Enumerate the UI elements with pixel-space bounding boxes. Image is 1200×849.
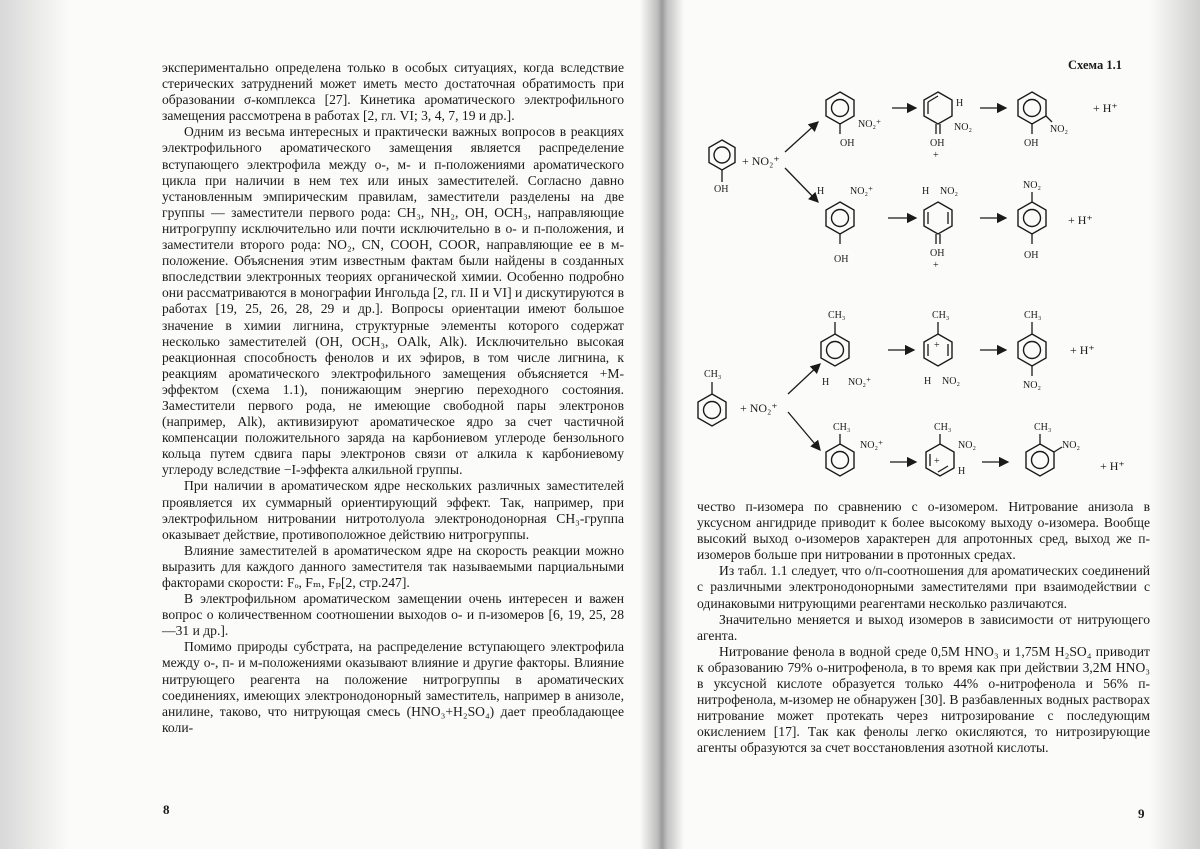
tol-ortho-sigma-ch3-label: CH₃: [934, 422, 952, 433]
tol-ortho-sigma-h-label: H: [958, 466, 966, 477]
left-text-column: [162, 60, 624, 736]
ortho-sigma-plus-label: +: [933, 150, 939, 161]
book-gutter: [640, 0, 684, 849]
tol-para-sigma-h-label: H: [924, 376, 932, 387]
phenol-ortho-pi-complex: [826, 92, 881, 149]
para-h-plus-label: + H⁺: [1068, 213, 1093, 227]
tol-ortho-pi-no2-label: NO₂⁺: [860, 440, 884, 451]
tol-ortho-pi-ch3-label: CH₃: [833, 422, 851, 433]
tol-para-product-ch3-label: CH₃: [1024, 310, 1042, 321]
tol-para-sigma-plus-label: +: [934, 340, 940, 351]
toluene-ch3-label: CH₃: [704, 369, 722, 380]
para-pi-h-label: H: [817, 186, 825, 197]
ortho-pi-no2-label: NO₂⁺: [858, 119, 882, 130]
right-paragraph-4: Нитрование фенола в водной среде 0,5M HNO₃ и 1,75M H₂SO₄ приводит к образованию 79% о-нитрофенола, в то время как при действии 3,2M HNO₃ в уксусной кислоте образуется только 44% о-нитрофенола и 56% п-нитрофенола, м-изомер не обнаружен [30]. В разбавленных водных растворах нитрование может протекать через нитрозирование с последующим окислением [17]. Так как фенолы легко окисляются, то нитрозирующие агенты образуются за счет восстановления азотной кислоты.: [697, 643, 1150, 756]
phenol-para-arrow: [785, 168, 818, 202]
right-paragraph-3: Значительно меняется и выход изомеров в зависимости от нитрующего агента.: [697, 611, 1150, 643]
tol-ortho-product-ch3-label: CH₃: [1034, 422, 1052, 433]
left-page-edge-shadow: [0, 0, 70, 849]
ortho-sigma-no2-label: NO₂: [954, 122, 972, 133]
tol-para-pi-ch3-label: CH₃: [828, 310, 846, 321]
tol-para-sigma-no2-label: NO₂: [942, 376, 960, 387]
toluene-para-arrow: [788, 364, 820, 394]
nitration-scheme: [690, 72, 1140, 482]
toluene-ortho-pi-complex: [826, 422, 883, 476]
tol-ortho-product-no2-label: NO₂: [1062, 440, 1080, 451]
right-page-edge-shadow: [1150, 0, 1200, 849]
scheme-title: Схема 1.1: [1068, 58, 1122, 72]
tol-para-sigma-ch3-label: CH₃: [932, 310, 950, 321]
tol-ortho-sigma-no2-label: NO₂: [958, 440, 976, 451]
para-nitrophenol-product: [1018, 180, 1046, 261]
para-sigma-plus-label: +: [933, 260, 939, 271]
tol-para-h-plus-label: + H⁺: [1070, 343, 1095, 357]
phenol-ortho-arrow: [785, 122, 818, 152]
para-product-oh-label: OH: [1024, 250, 1039, 261]
left-paragraph-5: В электрофильном ароматическом замещении очень интересен и важен вопрос о количественном соотношении выходов о- и п-изомеров [6, 19, 25, 28—31 и др.].: [162, 591, 624, 639]
phenol-oh-label: OH: [714, 184, 729, 195]
left-paragraph-3: При наличии в ароматическом ядре нескольких различных заместителей проявляется их суммарный ориентирующий эффект. Так, например, при электрофильном нитровании нитротолуола электронодонорная CH₃-группа оказывает действие, противоположное действию нитрогруппы.: [162, 478, 624, 542]
tol-ortho-h-plus-label: + H⁺: [1100, 459, 1125, 473]
ortho-product-oh-label: OH: [1024, 138, 1039, 149]
toluene-reactant: [698, 369, 726, 426]
toluene-ortho-arrow: [788, 412, 820, 450]
phenol-para-pi-complex: [817, 186, 873, 265]
phenol-reactant: [709, 140, 735, 195]
left-paragraph-4: Влияние заместителей в ароматическом ядре на скорость реакции можно выразить для каждого данного заместителя так называемыми парциальными факторами скорости: Fₒ, Fₘ, Fₚ[2, стр.247].: [162, 542, 624, 590]
phenol-para-sigma-complex: [922, 186, 958, 271]
para-product-no2-label: NO₂: [1023, 180, 1041, 191]
tol-para-product-no2-label: NO₂: [1023, 380, 1041, 391]
left-paragraph-1: экспериментально определена только в особых ситуациях, когда вследствие стерических затруднений может иметь место достаточная обратимость при образовании σ-комплекса [27]. Кинетика ароматического электрофильного замещения рассмотрена в работах [2, гл. VI; 3, 4, 7, 19 и др.].: [162, 60, 624, 124]
right-text-column: [697, 499, 1150, 757]
para-pi-no2-label: NO₂⁺: [850, 186, 874, 197]
toluene-plus-no2-label: + NO₂⁺: [740, 401, 778, 415]
ortho-nitrophenol-product: [1018, 92, 1068, 149]
tol-para-pi-h-label: H: [822, 377, 830, 388]
tol-ortho-sigma-plus-label: +: [934, 456, 940, 467]
phenol-plus-no2-label: + NO₂⁺: [742, 154, 780, 168]
para-pi-oh-label: OH: [834, 254, 849, 265]
para-sigma-h-label: H: [922, 186, 930, 197]
ortho-sigma-h-label: H: [956, 98, 964, 109]
left-paragraph-6: Помимо природы субстрата, на распределение вступающего электрофила между о-, п- и м-положениями оказывают влияние и другие факторы. Влияние нитрующего реагента на положение нитрогруппы в ароматических соединениях, имеющих электронодонорный заместитель, например в анизоле, анилине, таково, что нитрующая смесь (HNO₃+H₂SO₄) дает преобладающее коли-: [162, 639, 624, 735]
tol-para-pi-no2-label: NO₂⁺: [848, 377, 872, 388]
ortho-pi-oh-label: OH: [840, 138, 855, 149]
ortho-h-plus-label: + H⁺: [1093, 101, 1118, 115]
para-nitrotoluene-product: [1018, 310, 1046, 391]
ortho-sigma-oh-label: OH: [930, 138, 945, 149]
para-sigma-oh-label: OH: [930, 248, 945, 259]
ortho-nitrotoluene-product: [1026, 422, 1080, 476]
toluene-para-sigma-complex: [924, 310, 960, 387]
right-paragraph-1: чество п-изомера по сравнению с о-изомером. Нитрование анизола в уксусном ангидриде приводит к более высокому выходу о-изомера. Вообще высокий выход о-изомеров характерен для апротонных сред, выход же п-изомеров больше при нитровании в протонных средах.: [697, 499, 1150, 563]
left-paragraph-2: Одним из весьма интересных и практически важных вопросов в реакциях электрофильного ароматического замещения является распределение вступающего электрофила между о-, м- и п-положениями ароматического цикла при наличии в нем тех или иных заместителей. Согласно давно установленным эмпирическим правилам, заместители разделены на две группы — заместители первого рода: CH₃, NH₂, OH, OCH₃, направляющие нитрогруппу исключительно или почти исключительно в о- и п-положения, и заместители второго рода: NO₂, CN, COOH, COOR, направляющие ее в м-положение. Объяснения этим известным фактам были найдены в созданных впоследствии электронных теориях органической химии. Особенно подробно они рассматриваются в монографии Ингольда [2, гл. II и VI] и дискутируются в работах [19, 25, 26, 28, 29 и др.]. Вопросы ориентации имеют большое значение в химии лигнина, структурные элементы которого содержат несколько заместителей (OH, OCH₃, OAlk, Alk). Исключительно высокая реакционная способность фенолов и их эфиров, в том числе лигнина, к реакциям ароматического электрофильного замещения объясняется +M-эффектом (схема 1.1), понижающим энергию переходного состояния. Заместители первого рода, не имеющие свободной пары электронов (например, Alk), активизируют ароматическое ядро за счет частичной компенсации положительного заряда на карбониевом углероде бензольного кольца путем сдвига пары электронов связи от алкила к карбониевому углероду вследствие −I-эффекта алкильной группы.: [162, 124, 624, 478]
para-sigma-no2-label: NO₂: [940, 186, 958, 197]
toluene-ortho-sigma-complex: [926, 422, 976, 477]
phenol-ortho-sigma-complex: [924, 92, 972, 161]
left-page-number: 8: [163, 802, 170, 817]
right-paragraph-2: Из табл. 1.1 следует, что о/п-соотношения для ароматических соединений с различными электронодонорными заместителями при взаимодействии с одинаковыми нитрующими реагентами несколько различаются.: [697, 563, 1150, 611]
ortho-product-no2-label: NO₂: [1050, 124, 1068, 135]
right-page-number: 9: [1138, 806, 1145, 821]
toluene-para-pi-complex: [821, 310, 871, 388]
